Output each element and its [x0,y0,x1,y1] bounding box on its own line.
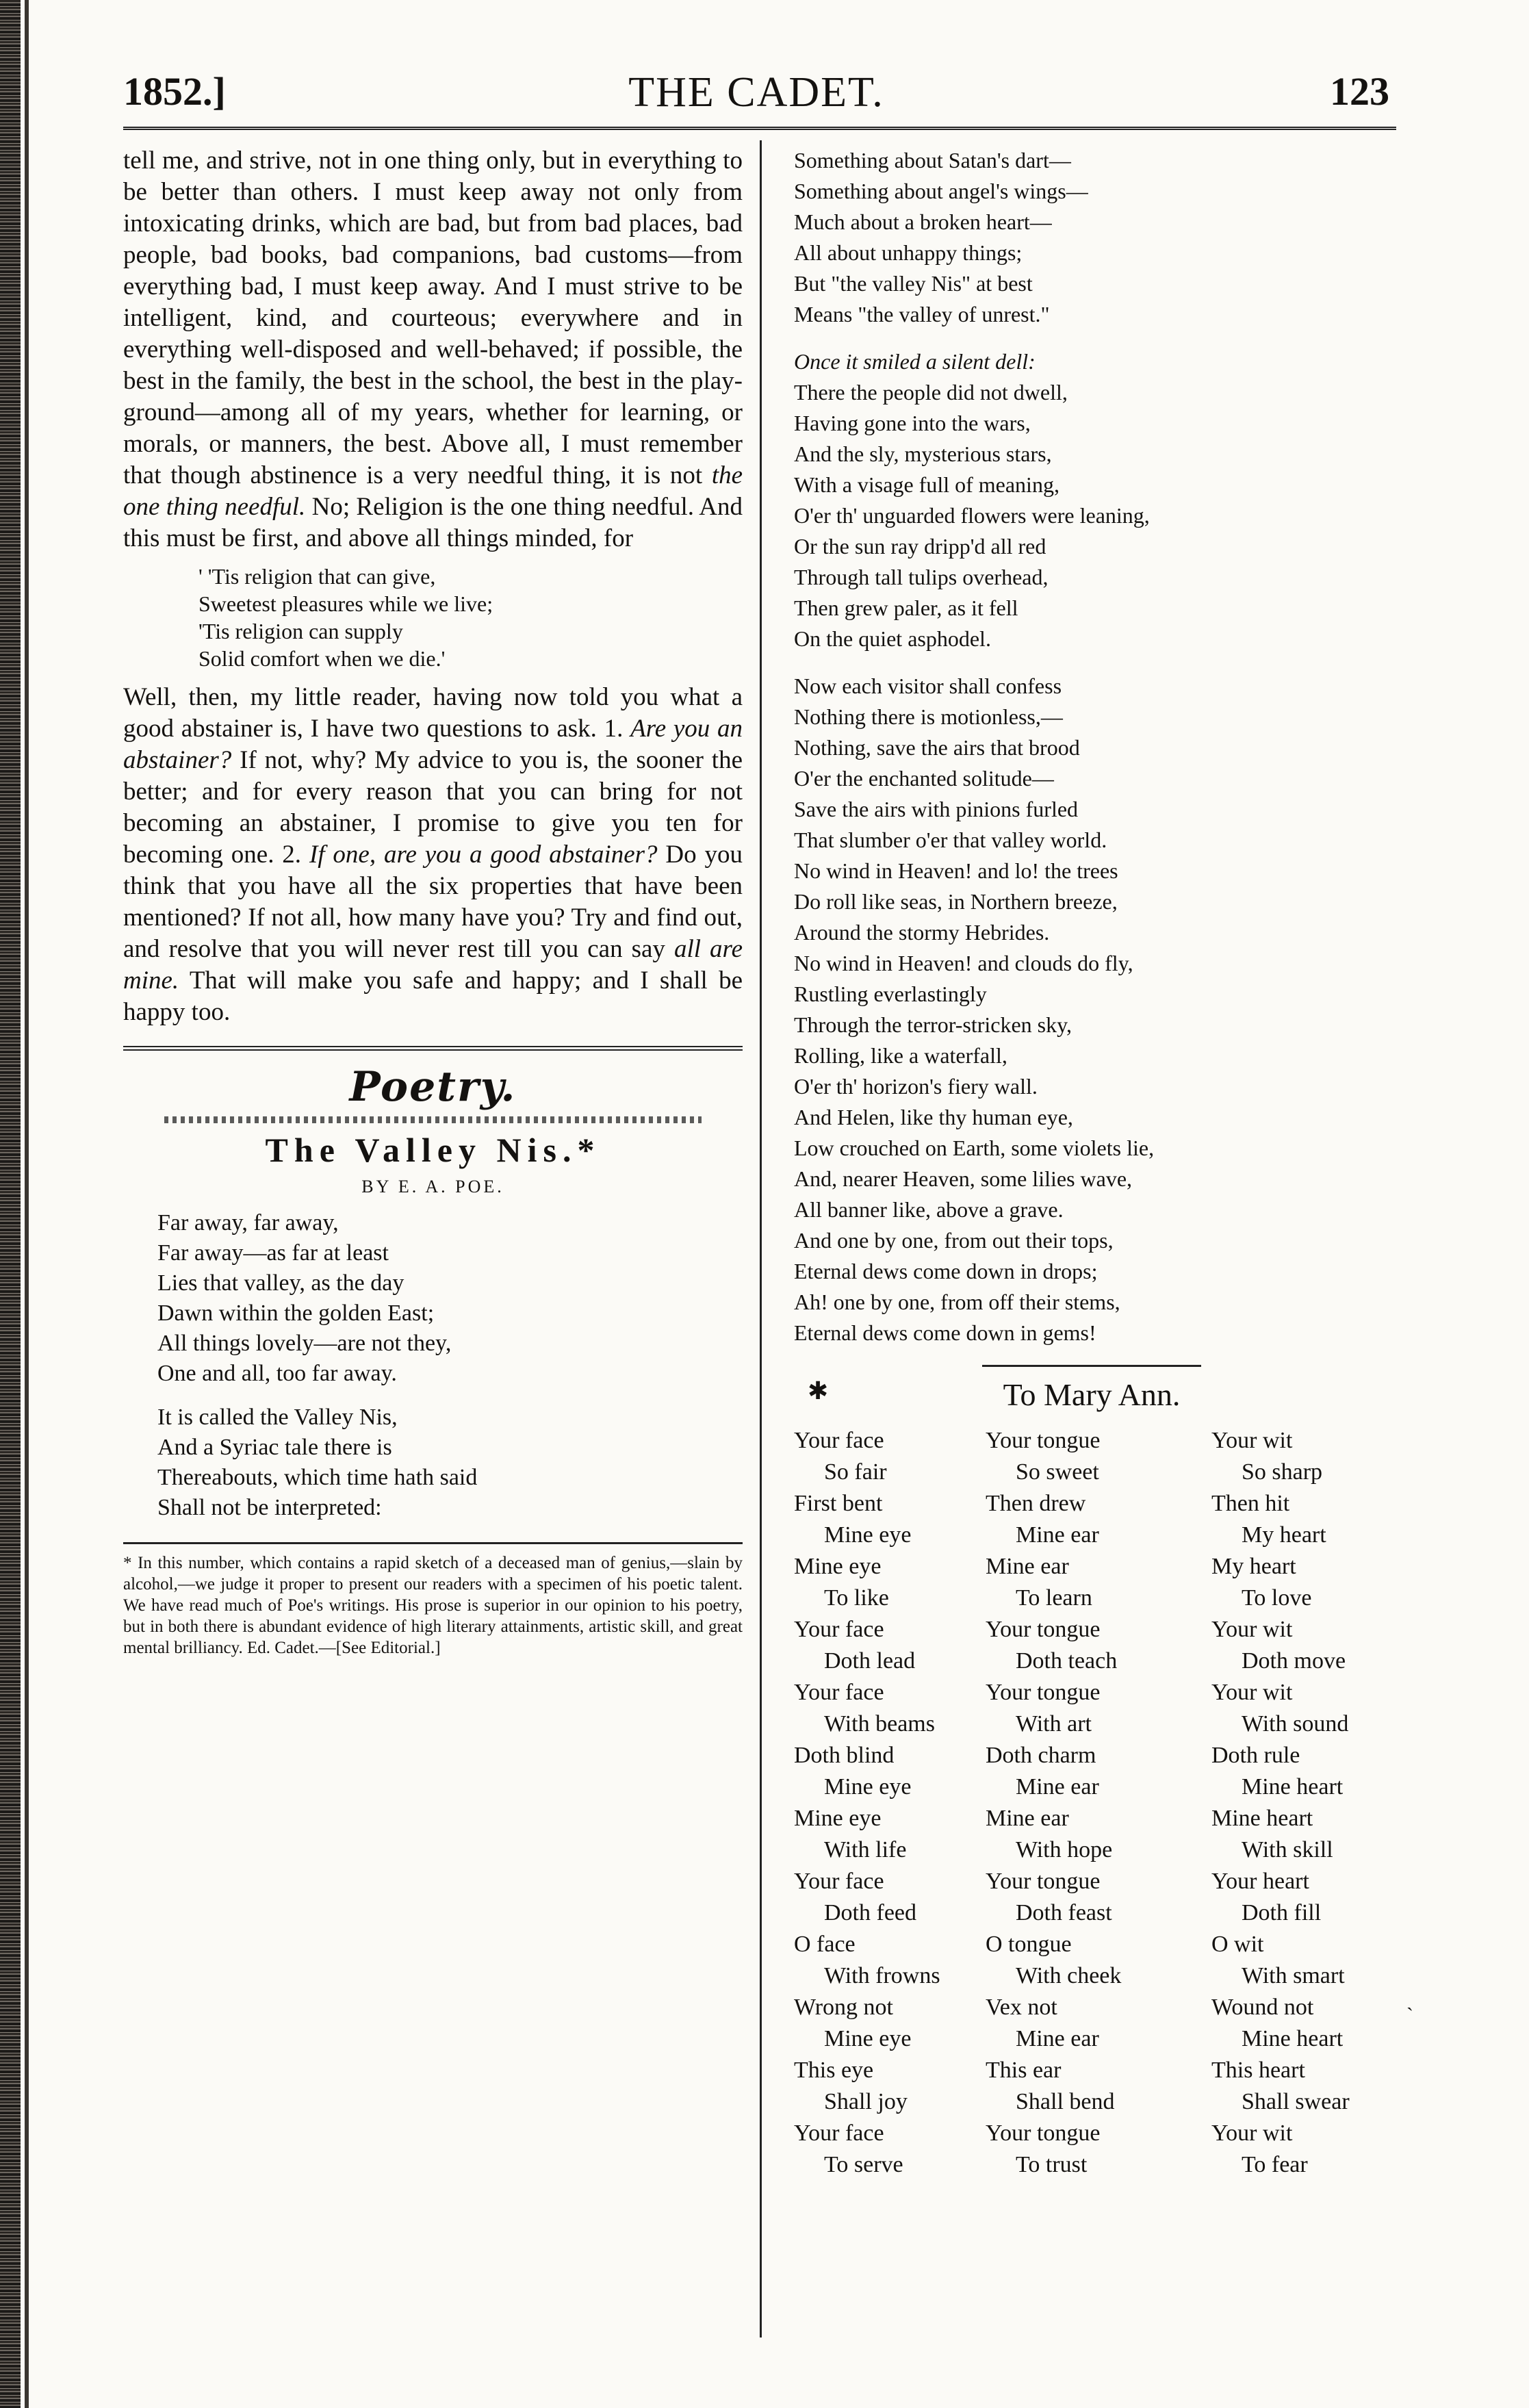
verse-line: So fair [824,1459,887,1485]
poem-title-mary-ann: To Mary Ann. [1003,1377,1181,1412]
verse-cell [986,2055,1211,2118]
poem-byline: BY E. A. POE. [361,1177,504,1196]
verse-line: With skill [1242,1837,1333,1862]
verse-line: Your tongue [986,1869,1101,1894]
verse-line: Your tongue [986,1617,1101,1642]
verse-cell [794,1425,986,1488]
verse-line: Your face [794,1680,884,1705]
verse-line: Mine eye [794,1554,882,1579]
binding-edge-line [25,0,29,2408]
mary-ann-verse-grid [794,1425,1389,2181]
section-heading: Poetry. [349,1063,517,1111]
verse-cell [986,1929,1211,1992]
verse-line: To like [824,1585,889,1611]
verse-line: First bent [794,1491,883,1516]
left-column [123,145,743,1658]
verse-line: To learn [1016,1585,1092,1611]
verse-line: Doth lead [824,1648,916,1674]
verse-line: So sharp [1242,1459,1323,1485]
verse-cell [794,2118,986,2181]
verse-line: My heart [1242,1522,1326,1548]
verse-line: Your tongue [986,2121,1101,2146]
verse-cell [794,1614,986,1677]
verse-line: Mine eye [824,2026,912,2051]
verse-cell [1211,1677,1389,1740]
verse-line: With hope [1016,1837,1113,1862]
verse-line: Mine heart [1211,1806,1313,1831]
verse-line: Vex not [986,1995,1057,2020]
verse-cell [986,1992,1211,2055]
verse-cell [794,1992,986,2055]
section-rule [123,1046,743,1051]
verse-line: Your wit [1211,1680,1293,1705]
verse-line: Your heart [1211,1869,1309,1894]
verse-line: To serve [824,2152,903,2177]
verse-cell [986,1677,1211,1740]
verse-cell [794,1866,986,1929]
verse-line: To love [1242,1585,1312,1611]
verse-line: Doth feast [1016,1900,1112,1925]
poem-title: The Valley Nis.* [265,1131,601,1169]
verse-line: Mine ear [1016,1774,1099,1799]
verse-line: Doth move [1242,1648,1346,1674]
verse-line: Mine eye [794,1806,882,1831]
verse-line: Your face [794,1617,884,1642]
verse-line: This heart [1211,2058,1305,2083]
stray-mark: ˎ [1406,1988,1413,2011]
verse-cell [794,1803,986,1866]
verse-line: With cheek [1016,1963,1122,1988]
right-column [794,145,1389,2181]
verse-line: Mine eye [824,1774,912,1799]
poem-stanza-1: Far away, far away, Far away—as far at least Lies that valley, as the day Dawn within the golden East; All things lovely—are not they, One and all, too far away. [157,1210,452,1386]
verse-cell [986,1866,1211,1929]
asterisk-ornament-icon: ✱ [808,1377,829,1405]
verse-cell [794,1488,986,1551]
verse-line: Your tongue [986,1680,1101,1705]
verse-line: O tongue [986,1932,1072,1957]
poem-stanza-5: Now each visitor shall confess Nothing there is motionless,— Nothing, save the airs that brood O'er the enchanted solitude— Save the airs with pinions furled That slumber o'er that valley world. No wind in Heaven! and lo! the trees Do roll like seas, in Northern breeze, Around the stormy Hebrides. No wind in Heaven! and clouds do fly, Rustling everlastingly Through the terror-stricken sky, Rolling, like a waterfall, O'er th' horizon's fiery wall. And Helen, like thy human eye, Low crouched on Earth, some violets lie, And, nearer Heaven, some lilies wave, All banner like, above a grave. And one by one, from out their tops, Eternal dews come down in drops; Ah! one by one, from off their stems, Eternal dews come down in gems! [794,674,1155,1345]
mary-ann-heading [794,1376,1389,1413]
poem-stanza-2: It is called the Valley Nis, And a Syriac tale there is Thereabouts, which time hath said Shall not be interpreted: [157,1405,478,1520]
verse-line: Mine heart [1242,2026,1344,2051]
verse-line: Your face [794,1428,884,1453]
verse-cell [986,1425,1211,1488]
verse-cell [986,1614,1211,1677]
verse-cell [794,1740,986,1803]
verse-line: Your wit [1211,1617,1293,1642]
verse-cell [1211,1551,1389,1614]
verse-line: Doth blind [794,1743,895,1768]
poem-stanza-3: Something about Satan's dart— Something about angel's wings— Much about a broken heart— All about unhappy things; But "the valley Nis" at best Means "the valley of unrest." [794,148,1088,326]
verse-line: To trust [1016,2152,1088,2177]
verse-line: Then drew [986,1491,1086,1516]
verse-line: With beams [824,1711,935,1737]
verse-line: Your wit [1211,2121,1293,2146]
footnote-rule [123,1542,743,1544]
verse-line: Mine ear [1016,2026,1099,2051]
verse-line: With smart [1242,1963,1345,1988]
verse-cell [1211,1488,1389,1551]
verse-line: With sound [1242,1711,1349,1737]
verse-cell [986,1803,1211,1866]
verse-cell [1211,1992,1389,2055]
journal-title: THE CADET. [628,69,884,116]
verse-cell [794,1551,986,1614]
verse-cell [1211,1740,1389,1803]
verse-line: Shall joy [824,2089,908,2114]
verse-line: Shall swear [1242,2089,1350,2114]
verse-line: Shall bend [1016,2089,1115,2114]
verse-line: To fear [1242,2152,1308,2177]
verse-line: Then hit [1211,1491,1290,1516]
binding-edge [0,0,21,2408]
verse-line: With frowns [824,1963,940,1988]
verse-cell [1211,2118,1389,2181]
header-rule [123,127,1396,130]
prose-paragraph-2: Well, then, my little reader, having now told you what a good abstainer is, I have two questions to ask. 1. Are you an abstainer? If not, why? My advice to you is, the sooner the better; and for every reason that you can bring for not becoming an abstainer, I promise to give you ten for becoming one. 2. If one, are you a good abstainer? Do you think that you have all the six properties that have been mentioned? If not all, how many have you? Try and find out, and resolve that you will never rest till you can say all are mine. That will make you safe and happy; and I shall be happy too. [123,683,743,1026]
verse-cell [794,1929,986,1992]
verse-line: This ear [986,2058,1062,2083]
verse-line: Wound not [1211,1995,1314,2020]
verse-line: O face [794,1932,856,1957]
verse-cell [1211,1866,1389,1929]
verse-line: O wit [1211,1932,1264,1957]
verse-cell [986,1740,1211,1803]
verse-cell [986,1551,1211,1614]
poem-stanza-4: Once it smiled a silent dell: There the people did not dwell, Having gone into the wars, And the sly, mysterious stars, With a visage full of meaning, O'er th' unguarded flowers were leaning, Or the sun ray dripp'd all red Through tall tulips overhead, Then grew paler, as it fell On the quiet asphodel. [794,349,1150,651]
verse-line: With art [1016,1711,1092,1737]
page-number: 123 [1330,69,1389,114]
verse-line: Doth charm [986,1743,1096,1768]
verse-line: Your face [794,1869,884,1894]
verse-cell [794,2055,986,2118]
verse-line: Mine heart [1242,1774,1344,1799]
verse-line: Wrong not [794,1995,893,2020]
verse-line: Your face [794,2121,884,2146]
column-divider [760,140,762,2337]
verse-line: Mine ear [986,1806,1069,1831]
verse-line: Doth feed [824,1900,917,1925]
verse-line: So sweet [1016,1459,1099,1485]
verse-cell [986,2118,1211,2181]
verse-line: With life [824,1837,907,1862]
verse-cell [986,1488,1211,1551]
verse-line: Doth teach [1016,1648,1118,1674]
verse-line: Doth fill [1242,1900,1322,1925]
hymn-quote: ' 'Tis religion that can give, Sweetest pleasures while we live; 'Tis religion can supply Solid comfort when we die.' [198,564,493,671]
verse-cell [1211,2055,1389,2118]
verse-cell [1211,1803,1389,1866]
verse-cell [794,1677,986,1740]
verse-line: Mine ear [986,1554,1069,1579]
verse-line: My heart [1211,1554,1296,1579]
ornament-rule [164,1116,702,1123]
verse-cell [1211,1425,1389,1488]
prose-paragraph-1: tell me, and strive, not in one thing only, but in everything to be better than others. I must keep away not only from intoxicating drinks, which are bad, but from bad places, bad people, bad books, bad companions, bad customs—from everything bad, I must keep away. And I must strive to be intelligent, kind, and courteous; everywhere and in everything well-disposed and well-behaved; if possible, the best in the family, the best in the school, the best in the play-ground—among all of my years, whether for learning, or morals, or manners, the best. Above all, I must remember that though abstinence is a very needful thing, it is not the one thing needful. No; Religion is the one thing needful. And this must be first, and above all things minded, for [123,146,743,552]
poem-separator [982,1365,1201,1367]
verse-cell [1211,1929,1389,1992]
header-year: 1852.] [123,69,226,114]
verse-line: Your tongue [986,1428,1101,1453]
verse-line: Mine eye [824,1522,912,1548]
verse-line: This eye [794,2058,874,2083]
footnote: * In this number, which contains a rapid sketch of a deceased man of genius,—slain by alcohol,—we judge it proper to present our readers with a specimen of his poetic talent. We have read much of Poe's writings. His prose is superior in our opinion to his poetry, but in both there is abundant evidence of high literary attainments, artistic skill, and great mental brilliancy. Ed. Cadet.—[See Editorial.] [123,1554,743,1657]
verse-line: Mine ear [1016,1522,1099,1548]
verse-line: Your wit [1211,1428,1293,1453]
verse-line: Doth rule [1211,1743,1300,1768]
page-header [123,68,1389,123]
verse-cell [1211,1614,1389,1677]
